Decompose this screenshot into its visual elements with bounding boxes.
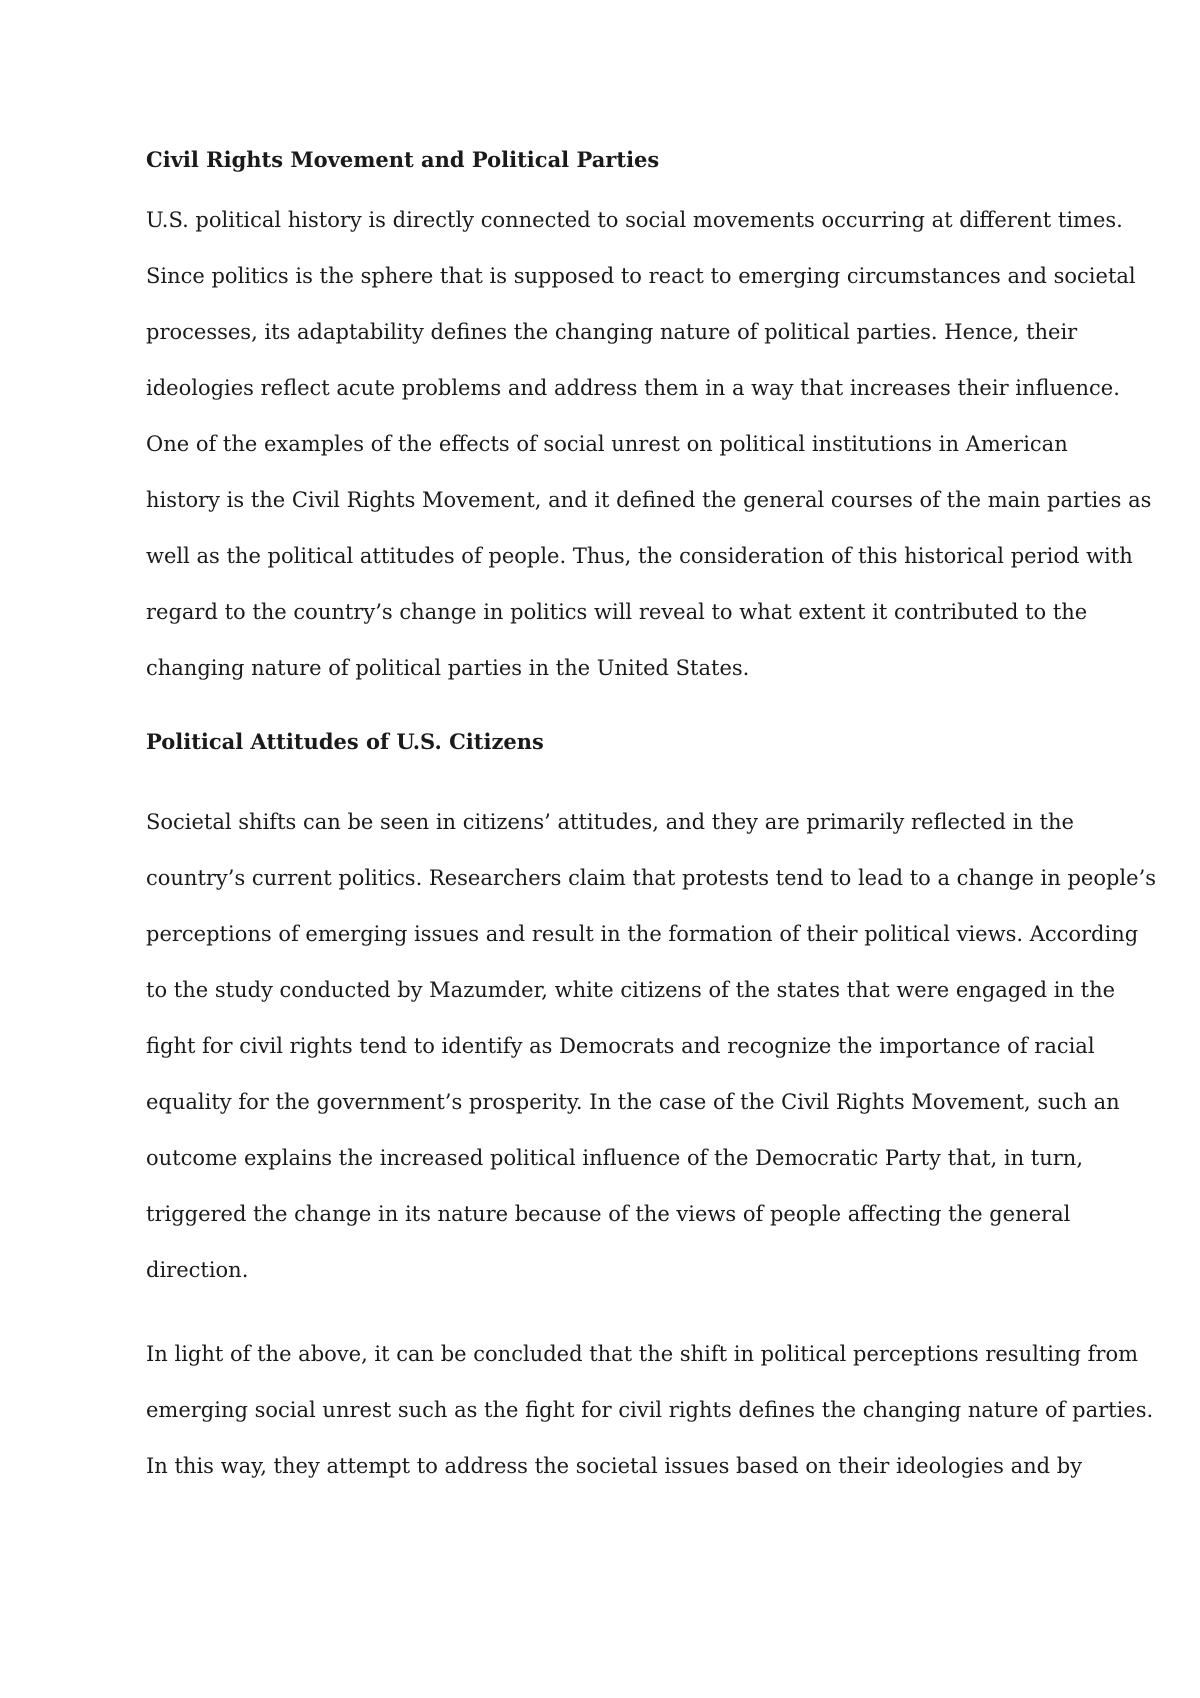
paragraph-line: emerging social unrest such as the fight for civil rights defines the changing nature of parties.	[146, 1398, 1154, 1422]
paragraph-line: to the study conducted by Mazumder, white citizens of the states that were engaged in the	[146, 978, 1116, 1002]
paragraph-line: In light of the above, it can be concluded that the shift in political perceptions resulting from	[146, 1342, 1138, 1366]
paragraph-line: ideologies reflect acute problems and address them in a way that increases their influence.	[146, 376, 1120, 400]
paragraph-line: U.S. political history is directly connected to social movements occurring at different times.	[146, 208, 1123, 232]
paragraph-line: outcome explains the increased political influence of the Democratic Party that, in turn,	[146, 1146, 1083, 1170]
section-heading-civil-rights: Civil Rights Movement and Political Parties	[146, 147, 660, 172]
paragraph-line: well as the political attitudes of people. Thus, the consideration of this historical period with	[146, 544, 1133, 568]
paragraph-intro	[146, 192, 1152, 696]
paragraph-line: direction.	[146, 1258, 249, 1282]
paragraph-line: history is the Civil Rights Movement, and it defined the general courses of the main parties as	[146, 488, 1152, 512]
paragraph-line: equality for the government’s prosperity. In the case of the Civil Rights Movement, such an	[146, 1090, 1120, 1114]
paragraph-line: perceptions of emerging issues and result in the formation of their political views. According	[146, 922, 1139, 946]
paragraph-line: In this way, they attempt to address the societal issues based on their ideologies and by	[146, 1454, 1083, 1478]
paragraph-line: triggered the change in its nature because of the views of people affecting the general	[146, 1202, 1071, 1226]
paragraph-line: regard to the country’s change in politics will reveal to what extent it contributed to the	[146, 600, 1088, 624]
paragraph-line: country’s current politics. Researchers claim that protests tend to lead to a change in people’s	[146, 866, 1157, 890]
paragraph-line: changing nature of political parties in the United States.	[146, 656, 750, 680]
paragraph-line: One of the examples of the effects of social unrest on political institutions in American	[146, 432, 1068, 456]
paragraph-conclusion	[146, 1326, 1154, 1494]
paragraph-line: processes, its adaptability defines the changing nature of political parties. Hence, their	[146, 320, 1078, 344]
paragraph-line: Societal shifts can be seen in citizens’ attitudes, and they are primarily reflected in the	[146, 810, 1074, 834]
section-heading-political-attitudes: Political Attitudes of U.S. Citizens	[146, 729, 544, 754]
paragraph-line: Since politics is the sphere that is supposed to react to emerging circumstances and societal	[146, 264, 1136, 288]
paragraph-societal-shifts	[146, 794, 1157, 1298]
paragraph-line: fight for civil rights tend to identify as Democrats and recognize the importance of racial	[146, 1034, 1095, 1058]
